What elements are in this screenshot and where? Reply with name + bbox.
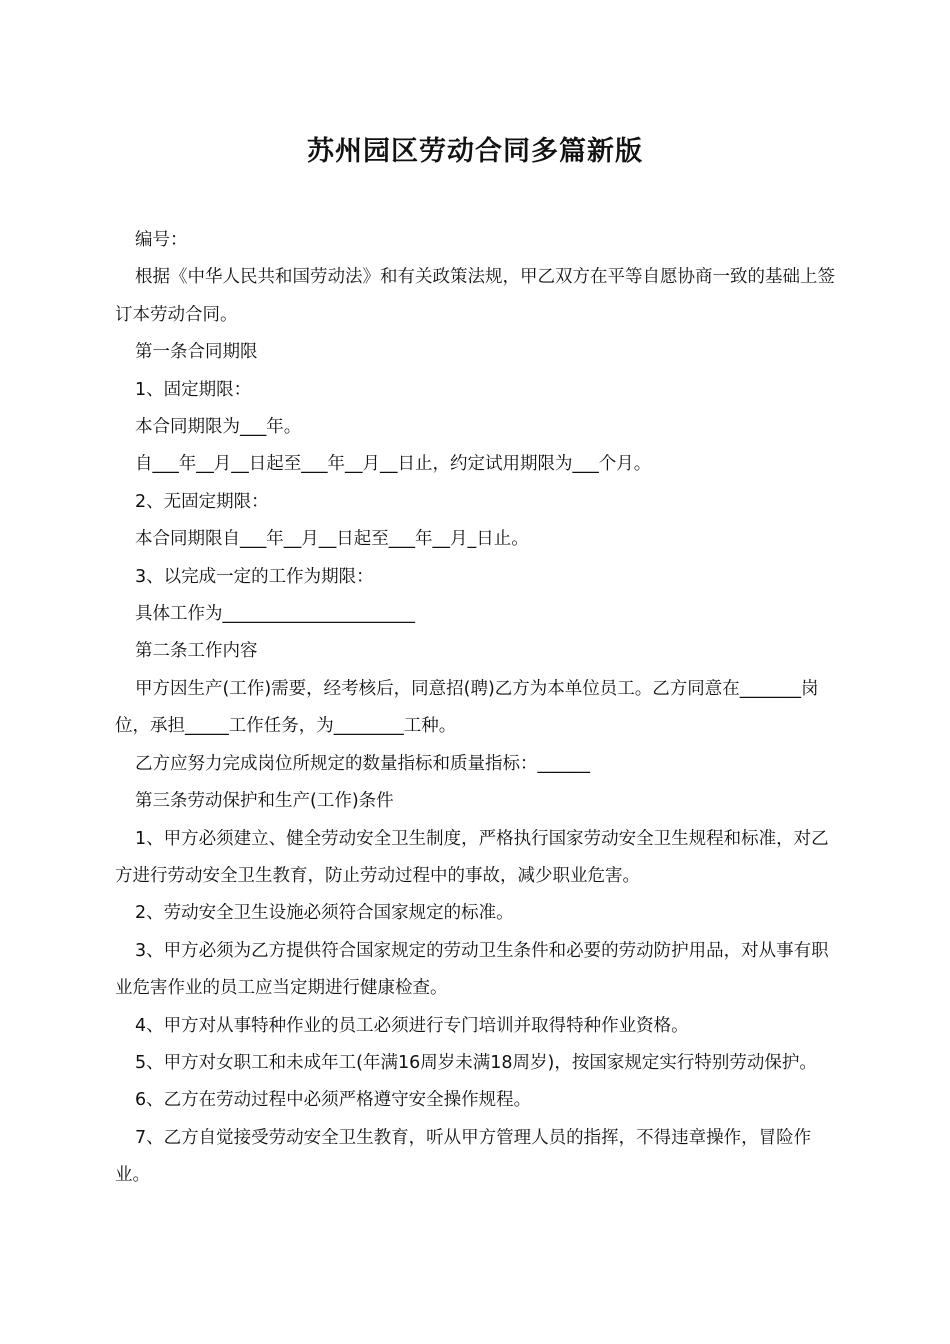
preamble-paragraph: 根据《中华人民共和国劳动法》和有关政策法规，甲乙双方在平等自愿协商一致的基础上签订本劳动合同。 <box>115 267 835 325</box>
clause-3-3: 3、甲方必须为乙方提供符合国家规定的劳动卫生条件和必要的劳动防护用品，对从事有职业危害作业的员工应当定期进行健康检查。 <box>115 940 829 999</box>
article-1-heading: 第一条合同期限 <box>135 342 258 363</box>
performance-targets-line: 乙方应努力完成岗位所规定的数量指标和质量指标：______ <box>135 753 590 774</box>
clause-3-2: 2、劳动安全卫生设施必须符合国家规定的标准。 <box>135 903 514 924</box>
open-term-dates-line: 本合同期限自___年__月__日起至___年__月_日止。 <box>135 529 529 550</box>
fixed-term-dates-line: 自___年__月__日起至___年__月__日止，约定试用期限为___个月。 <box>135 454 652 475</box>
clause-3-1: 1、甲方必须建立、健全劳动安全卫生制度，严格执行国家劳动安全卫生规程和标准，对乙方进行劳动安全卫生教育，防止劳动过程中的事故，减少职业危害。 <box>115 828 829 886</box>
task-term-heading: 3、以完成一定的工作为期限： <box>135 566 374 587</box>
open-term-heading: 2、无固定期限： <box>135 491 269 512</box>
fixed-term-heading: 1、固定期限： <box>135 379 252 400</box>
task-description-line: 具体工作为______________________ <box>135 604 415 625</box>
clause-3-5: 5、甲方对女职工和未成年工(年满16周岁未满18周岁)，按国家规定实行特别劳动保护。 <box>135 1052 817 1073</box>
clause-3-6: 6、乙方在劳动过程中必须严格遵守安全操作规程。 <box>135 1090 532 1111</box>
clause-3-4: 4、甲方对从事特种作业的员工必须进行专门培训并取得特种作业资格。 <box>135 1015 689 1036</box>
document-body <box>115 222 845 1195</box>
fixed-term-years-line: 本合同期限为___年。 <box>135 417 302 438</box>
document-title: 苏州园区劳动合同多篇新版 <box>307 136 643 167</box>
clause-3-7: 7、乙方自觉接受劳动安全卫生教育，听从甲方管理人员的指挥，不得违章操作，冒险作业。 <box>115 1127 812 1186</box>
contract-number-line: 编号： <box>135 230 188 250</box>
article-3-heading: 第三条劳动保护和生产(工作)条件 <box>135 791 394 812</box>
job-assignment-paragraph: 甲方因生产(工作)需要，经考核后，同意招(聘)乙方为本单位员工。乙方同意在_______岗位，承担_____工作任务，为________工种。 <box>115 678 819 737</box>
article-2-heading: 第二条工作内容 <box>135 641 258 662</box>
